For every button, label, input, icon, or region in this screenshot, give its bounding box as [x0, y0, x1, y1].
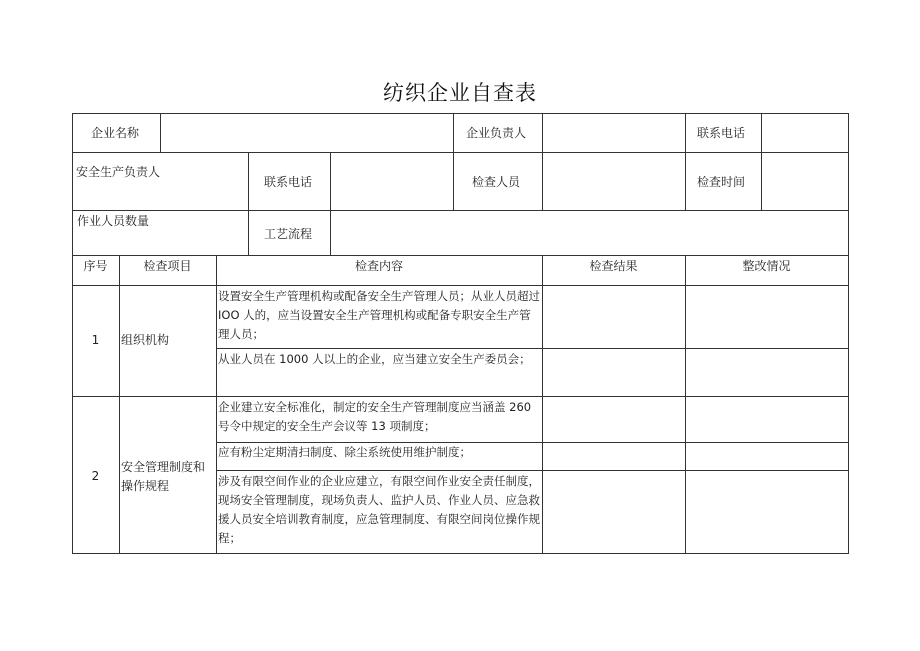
column-header-result: 检查结果	[589, 259, 638, 273]
column-header-seq: 序号	[83, 259, 108, 273]
section-2-item: 安全管理制度和操作规程	[121, 460, 206, 493]
column-header-item: 检查项目	[143, 259, 192, 273]
form-title: 纺织企业自查表	[383, 81, 537, 105]
column-header-content: 检查内容	[354, 259, 403, 273]
worker-count-label: 作业人员数量	[77, 214, 150, 228]
section-1-content-row-1: 设置安全生产管理机构或配备安全生产管理人员；从业人员超过 IOO 人的，应当设置安全生产管理机构或配备专职安全生产管理人员；	[218, 289, 540, 341]
company-head-label: 企业负责人	[466, 126, 527, 140]
section-2-content-row-1: 企业建立安全标准化，制定的安全生产管理制度应当涵盖 260 号令中规定的安全生产会议等 13 项制度；	[218, 400, 532, 433]
inspection-time-label: 检查时间	[697, 175, 746, 189]
section-1-content-row-2: 从业人员在 1000 人以上的企业，应当建立安全生产委员会；	[218, 352, 531, 366]
section-2-content-row-2: 应有粉尘定期清扫制度、除尘系统使用维护制度；	[218, 445, 471, 459]
section-1-seq: 1	[91, 333, 100, 347]
process-flow-label: 工艺流程	[264, 227, 313, 241]
company-name-label: 企业名称	[91, 126, 140, 140]
contact-phone-label-2: 联系电话	[264, 175, 313, 189]
inspector-label: 检查人员	[472, 175, 521, 189]
contact-phone-label: 联系电话	[697, 126, 746, 140]
section-1-item: 组织机构	[121, 333, 170, 347]
section-2-seq: 2	[91, 469, 100, 483]
safety-head-label: 安全生产负责人	[76, 165, 161, 179]
column-header-rectification: 整改情况	[742, 259, 791, 273]
section-2-content-row-3: 涉及有限空间作业的企业应建立，有限空间作业安全责任制度，现场安全管理制度，现场负责人、监护人员、作业人员、应急救援人员安全培训教育制度，应急管理制度、有限空间岗位操作规程；	[218, 474, 540, 545]
